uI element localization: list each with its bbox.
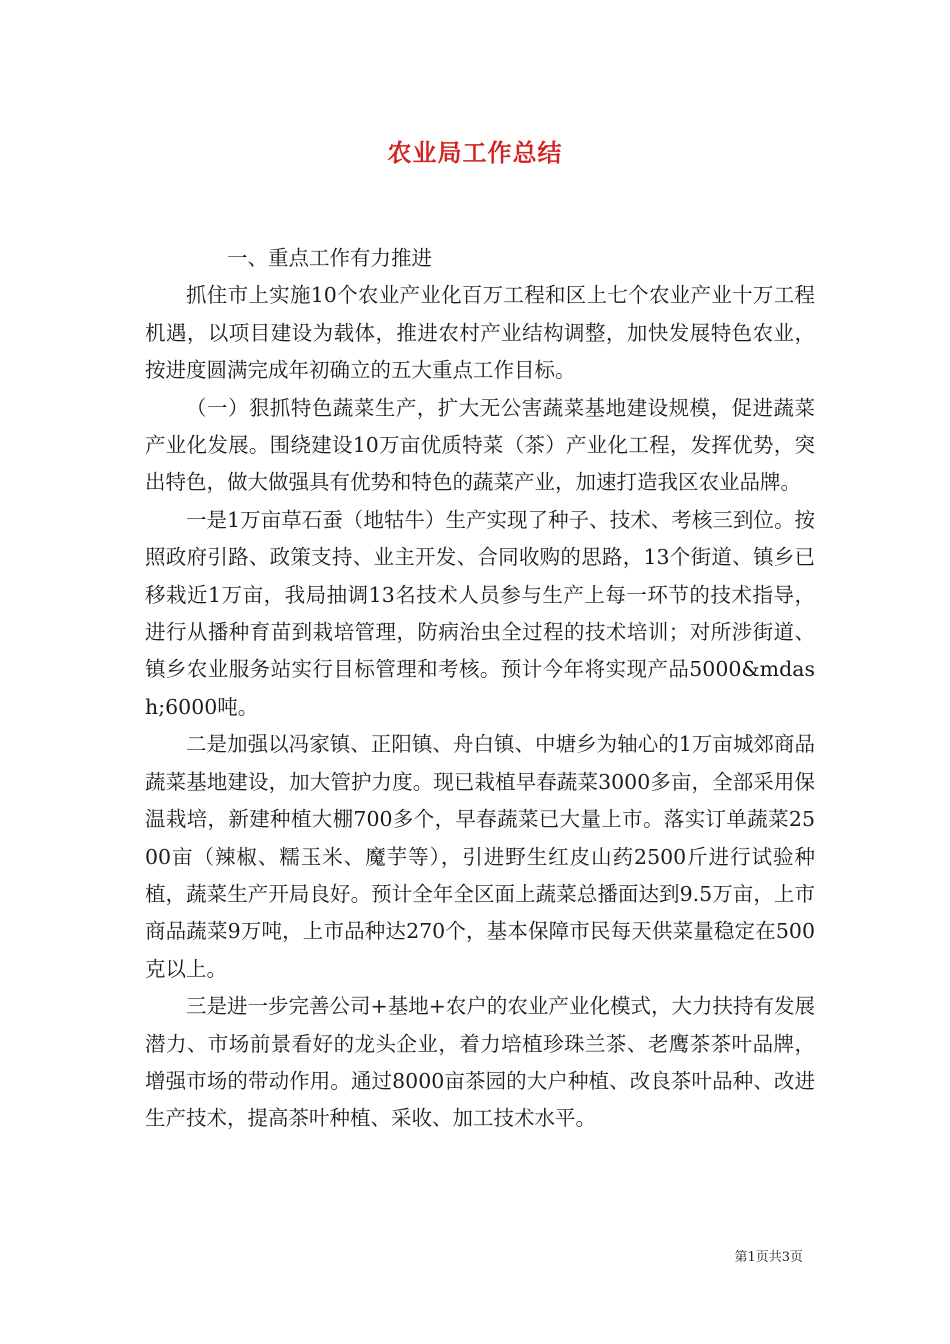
section-heading: 一、重点工作有力推进 — [227, 246, 432, 270]
paragraph: 抓住市上实施10个农业产业化百万工程和区上七个农业产业十万工程机遇，以项目建设为载体，推进农村产业结构调整，加快发展特色农业，按进度圆满完成年初确立的五大重点工作目标。 — [145, 283, 815, 383]
document-title: 农业局工作总结 — [387, 139, 563, 167]
document-body — [145, 240, 815, 1138]
paragraph: 二是加强以冯家镇、正阳镇、舟白镇、中塘乡为轴心的1万亩城郊商品蔬菜基地建设，加大管护力度。现已栽植早春蔬菜3000多亩，全部采用保温栽培，新建种植大棚700多个，早春蔬菜已大量上市。落实订单蔬菜2500亩（辣椒、糯玉米、魔芋等），引进野生红皮山药2500斤进行试验种植，蔬菜生产开局良好。预计全年全区面上蔬菜总播面达到9.5万亩，上市商品蔬菜9万吨，上市品种达270个，基本保障市民每天供菜量稳定在500克以上。 — [145, 732, 815, 981]
paragraph: 一是1万亩草石蚕（地牯牛）生产实现了种子、技术、考核三到位。按照政府引路、政策支持、业主开发、合同收购的思路，13个街道、镇乡已移栽近1万亩，我局抽调13名技术人员参与生产上每一环节的技术指导，进行从播种育苗到栽培管理，防病治虫全过程的技术培训；对所涉街道、镇乡农业服务站实行目标管理和考核。预计今年将实现产品5000&mdash;6000吨。 — [145, 507, 815, 719]
page-number: 第1页共3页 — [734, 1250, 803, 1265]
paragraph: （一）狠抓特色蔬菜生产，扩大无公害蔬菜基地建设规模，促进蔬菜产业化发展。围绕建设10万亩优质特菜（茶）产业化工程，发挥优势，突出特色，做大做强具有优势和特色的蔬菜产业，加速打造我区农业品牌。 — [145, 395, 815, 495]
paragraph: 三是进一步完善公司+基地+农户的农业产业化模式，大力扶持有发展潜力、市场前景看好的龙头企业，着力培植珍珠兰茶、老鹰茶茶叶品牌，增强市场的带动作用。通过8000亩茶园的大户种植、改良茶叶品种、改进生产技术，提高茶叶种植、采收、加工技术水平。 — [145, 994, 815, 1131]
